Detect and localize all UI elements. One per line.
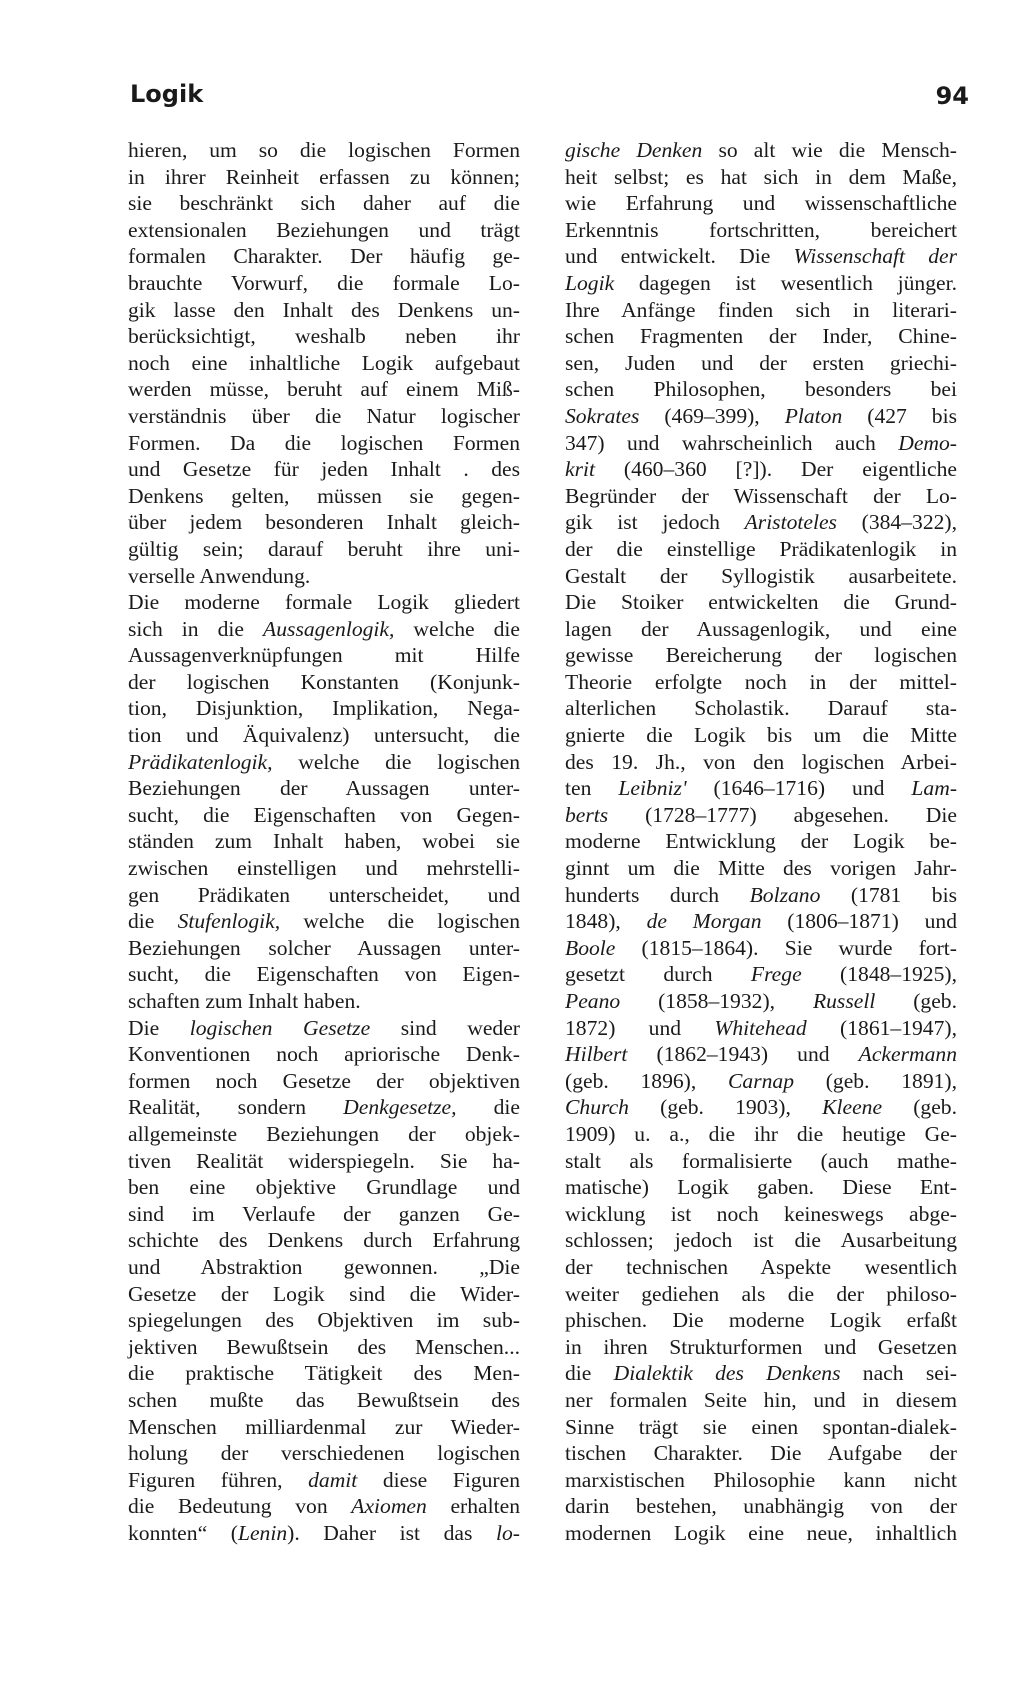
text-line xyxy=(565,1307,957,1334)
text-segment: (1646–1716) und xyxy=(686,776,912,801)
text-segment: schlossen; jedoch ist die Ausarbeitung xyxy=(565,1228,957,1253)
text-line xyxy=(128,323,520,350)
text-column-right xyxy=(565,137,957,1546)
italic-term: Carnap xyxy=(728,1068,794,1093)
text-segment: des 19. Jh., von den logischen Arbei- xyxy=(565,749,957,774)
text-segment: dagegen ist wesentlich jünger. xyxy=(614,270,957,295)
text-segment: Die moderne formale Logik gliedert xyxy=(128,590,520,615)
text-line xyxy=(565,1227,957,1254)
text-segment: der logischen Konstanten (Konjunk- xyxy=(128,669,520,694)
text-line xyxy=(128,217,520,244)
text-line xyxy=(565,589,957,616)
text-line xyxy=(565,563,957,590)
text-segment: so alt wie die Mensch- xyxy=(702,138,957,162)
text-segment: matische) Logik gaben. Diese Ent- xyxy=(565,1175,957,1200)
text-segment: Figuren führen, xyxy=(128,1467,309,1492)
text-segment: modernen Logik eine neue, inhaltlich xyxy=(565,1520,957,1545)
italic-term: Boole xyxy=(565,935,616,960)
text-line xyxy=(128,695,520,722)
text-line xyxy=(128,483,520,510)
text-line xyxy=(128,1440,520,1467)
text-line xyxy=(128,376,520,403)
text-line xyxy=(565,642,957,669)
text-segment: in ihren Strukturformen und Gesetzen xyxy=(565,1334,957,1359)
italic-term: lo- xyxy=(496,1520,520,1545)
italic-term: Aussagenlogik, xyxy=(263,616,395,641)
text-segment: weiter gediehen als die der philoso- xyxy=(565,1281,957,1306)
text-line xyxy=(565,403,957,430)
text-segment: alterlichen Scholastik. Darauf sta- xyxy=(565,696,957,721)
text-segment: hieren, um so die logischen Formen xyxy=(128,138,520,162)
text-line xyxy=(565,1174,957,1201)
text-line xyxy=(128,1201,520,1228)
text-segment: phischen. Die moderne Logik erfaßt xyxy=(565,1308,957,1333)
text-line xyxy=(565,828,957,855)
text-segment: Beziehungen der Aussagen unter- xyxy=(128,776,520,801)
text-line xyxy=(128,722,520,749)
text-line xyxy=(565,935,957,962)
text-line xyxy=(565,137,957,164)
text-line xyxy=(565,1440,957,1467)
text-segment: (1848–1925), xyxy=(801,962,957,987)
text-line xyxy=(565,376,957,403)
italic-term: gische Denken xyxy=(565,138,703,162)
text-line xyxy=(565,190,957,217)
text-segment: ner formalen Seite hin, und in diesem xyxy=(565,1387,957,1412)
text-segment: (460–360 [?]). Der eigentliche xyxy=(595,457,957,482)
text-segment: Ihre Anfänge finden sich in literari- xyxy=(565,297,957,322)
text-line xyxy=(565,855,957,882)
text-line xyxy=(128,1307,520,1334)
text-line xyxy=(128,1094,520,1121)
text-line xyxy=(128,1360,520,1387)
text-segment: welche die xyxy=(394,616,520,641)
text-line xyxy=(128,137,520,164)
text-line xyxy=(565,669,957,696)
text-segment: (1858–1932), xyxy=(620,989,813,1013)
text-segment: gik lasse den Inhalt des Denkens un- xyxy=(128,297,520,322)
text-segment: gewisse Bereicherung der logischen xyxy=(565,643,957,668)
text-segment: (469–399), xyxy=(639,403,785,428)
text-line xyxy=(128,1227,520,1254)
text-segment: noch eine inhaltliche Logik aufgebaut xyxy=(128,350,520,375)
text-line xyxy=(565,1121,957,1148)
text-line xyxy=(128,1068,520,1095)
text-segment: brauchte Vorwurf, die formale Lo- xyxy=(128,270,520,295)
text-segment: tiven Realität widerspiegeln. Sie ha- xyxy=(128,1148,520,1173)
italic-term: krit xyxy=(565,457,595,482)
text-line xyxy=(128,589,520,616)
italic-term: Axiomen xyxy=(351,1494,427,1519)
running-title: Logik xyxy=(130,80,204,108)
text-segment: sie beschränkt sich daher auf die xyxy=(128,191,520,216)
text-line xyxy=(128,669,520,696)
text-line xyxy=(565,1334,957,1361)
text-segment: Begründer der Wissenschaft der Lo- xyxy=(565,483,957,508)
text-segment: die praktische Tätigkeit des Men- xyxy=(128,1361,520,1386)
italic-term: Leibniz' xyxy=(618,776,687,801)
italic-term: Bolzano xyxy=(749,882,821,907)
text-segment: formen noch Gesetze der objektiven xyxy=(128,1068,520,1093)
text-segment: (geb. xyxy=(882,1095,957,1120)
text-line xyxy=(565,164,957,191)
text-segment: Theorie erfolgte noch in der mittel- xyxy=(565,669,957,694)
text-segment: sind im Verlaufe der ganzen Ge- xyxy=(128,1201,520,1226)
text-line xyxy=(128,1493,520,1520)
text-segment: gesetzt durch xyxy=(565,962,751,987)
text-line xyxy=(128,1174,520,1201)
italic-term: Hilbert xyxy=(565,1042,628,1067)
text-segment: verselle Anwendung. xyxy=(128,563,311,588)
text-segment: Realität, sondern xyxy=(128,1095,344,1120)
italic-term: Wissenschaft der xyxy=(793,244,958,269)
text-line xyxy=(565,1254,957,1281)
page-number: 94 xyxy=(935,82,969,110)
text-segment: (geb. 1891), xyxy=(794,1068,957,1093)
text-segment: tion und Äquivalenz) untersucht, die xyxy=(128,723,520,748)
text-segment: 347) und wahrscheinlich auch xyxy=(565,430,899,455)
text-segment: (1728–1777) abgesehen. Die xyxy=(608,802,957,827)
text-segment: schen mußte das Bewußtsein des xyxy=(128,1387,520,1412)
italic-term: Dialektik des Denkens xyxy=(613,1361,841,1386)
text-segment: schen Fragmenten der Inder, Chine- xyxy=(565,324,957,349)
text-segment: Gesetze der Logik sind die Wider- xyxy=(128,1281,520,1306)
text-segment: 1909) u. a., die ihr die heutige Ge- xyxy=(565,1121,957,1146)
text-line xyxy=(565,1041,957,1068)
text-segment: tion, Disjunktion, Implikation, Nega- xyxy=(128,696,520,721)
text-line xyxy=(128,297,520,324)
text-line xyxy=(128,1467,520,1494)
italic-term: Sokrates xyxy=(565,403,640,428)
text-segment: tischen Charakter. Die Aufgabe der xyxy=(565,1441,957,1466)
text-segment: (1861–1947), xyxy=(806,1015,957,1040)
text-line xyxy=(565,1467,957,1494)
text-line xyxy=(565,217,957,244)
text-segment: erhalten xyxy=(426,1494,520,1519)
text-segment: Erkenntnis fortschritten, bereichert xyxy=(565,217,957,242)
text-segment: formalen Charakter. Der häufig ge- xyxy=(128,244,520,269)
text-line xyxy=(565,1520,957,1547)
text-segment: welche die logischen xyxy=(280,909,520,934)
text-line xyxy=(565,536,957,563)
text-segment: Die xyxy=(128,1015,190,1040)
text-segment: ginnt um die Mitte des vorigen Jahr- xyxy=(565,856,957,881)
text-segment: hunderts durch xyxy=(565,882,750,907)
text-line xyxy=(128,1334,520,1361)
text-segment: (1806–1871) und xyxy=(761,909,957,934)
text-line xyxy=(128,1520,520,1547)
text-line xyxy=(565,430,957,457)
text-segment: konnten“ ( xyxy=(128,1520,238,1545)
text-segment: sucht, die Eigenschaften von Gegen- xyxy=(128,802,520,827)
text-line xyxy=(128,616,520,643)
text-segment: jektiven Bewußtsein des Menschen... xyxy=(128,1334,520,1359)
text-line xyxy=(128,563,520,590)
running-head xyxy=(130,80,969,114)
italic-term: Platon xyxy=(784,403,843,428)
text-segment: der technischen Aspekte wesentlich xyxy=(565,1254,957,1279)
italic-term: Russell xyxy=(812,989,876,1013)
text-segment: sen, Juden und der ersten griechi- xyxy=(565,350,957,375)
italic-term: logischen Gesetze xyxy=(189,1015,371,1040)
text-segment: (1815–1864). Sie wurde fort- xyxy=(615,935,957,960)
text-line xyxy=(565,988,957,1015)
italic-term: Church xyxy=(565,1095,629,1120)
text-line xyxy=(128,350,520,377)
text-segment: (427 bis xyxy=(842,403,958,428)
text-line xyxy=(128,456,520,483)
text-segment: (geb. 1903), xyxy=(628,1095,823,1120)
italic-term: damit xyxy=(308,1467,358,1492)
text-segment: ständen zum Inhalt haben, wobei sie xyxy=(128,829,520,854)
text-line xyxy=(128,1041,520,1068)
text-line xyxy=(565,1493,957,1520)
text-segment: werden müsse, beruht auf einem Miß- xyxy=(128,377,520,402)
text-line xyxy=(565,1201,957,1228)
text-segment: lagen der Aussagenlogik, und eine xyxy=(565,616,957,641)
text-segment: sind weder xyxy=(370,1015,520,1040)
text-segment: wicklung ist noch keineswegs abge- xyxy=(565,1201,957,1226)
text-segment: Formen. Da die logischen Formen xyxy=(128,430,520,455)
text-line xyxy=(565,722,957,749)
text-segment: und entwickelt. Die xyxy=(565,244,794,269)
text-line xyxy=(128,802,520,829)
text-segment: Aussagenverknüpfungen mit Hilfe xyxy=(128,643,520,668)
text-line xyxy=(128,855,520,882)
text-segment: gültig sein; darauf beruht ihre uni- xyxy=(128,536,520,561)
text-segment: der die einstellige Prädikatenlogik in xyxy=(565,536,957,561)
text-line xyxy=(128,1387,520,1414)
text-segment: holung der verschiedenen logischen xyxy=(128,1441,520,1466)
text-segment: verständnis über die Natur logischer xyxy=(128,403,520,428)
text-segment: Beziehungen solcher Aussagen unter- xyxy=(128,935,520,960)
text-segment: schen Philosophen, besonders bei xyxy=(565,377,957,402)
text-segment: Sinne trägt sie einen spontan-dialek- xyxy=(565,1414,957,1439)
text-segment: 1872) und xyxy=(565,1015,715,1040)
italic-term: Peano xyxy=(565,989,621,1013)
text-line xyxy=(128,509,520,536)
text-segment: die Bedeutung von xyxy=(128,1494,352,1519)
text-segment: Gestalt der Syllogistik ausarbeitete. xyxy=(565,563,957,588)
text-segment: marxistischen Philosophie kann nicht xyxy=(565,1467,957,1492)
italic-term: Stufenlogik, xyxy=(177,909,281,934)
text-line xyxy=(128,164,520,191)
text-segment: (geb. 1896), xyxy=(565,1068,728,1093)
text-line xyxy=(128,1414,520,1441)
text-line xyxy=(565,1281,957,1308)
text-segment: Menschen milliardenmal zur Wieder- xyxy=(128,1414,520,1439)
text-segment: 1848), xyxy=(565,909,647,934)
italic-term: Ackermann xyxy=(858,1042,957,1067)
text-line xyxy=(565,695,957,722)
text-line xyxy=(128,1281,520,1308)
text-segment: die xyxy=(128,909,178,934)
text-line xyxy=(128,190,520,217)
italic-term: Lam- xyxy=(911,776,958,801)
italic-term: Aristoteles xyxy=(744,510,837,535)
text-segment: moderne Entwicklung der Logik be- xyxy=(565,829,957,854)
text-segment: schichte des Denkens durch Erfahrung xyxy=(128,1228,520,1253)
text-segment: Denkens gelten, müssen sie gegen- xyxy=(128,483,520,508)
text-segment: die xyxy=(456,1095,521,1120)
text-segment: extensionalen Beziehungen und trägt xyxy=(128,217,520,242)
text-line xyxy=(565,749,957,776)
text-segment: Die Stoiker entwickelten die Grund- xyxy=(565,590,957,615)
text-line xyxy=(565,483,957,510)
text-segment: welche die logischen xyxy=(272,749,520,774)
text-segment: schaften zum Inhalt haben. xyxy=(128,989,361,1013)
text-line xyxy=(565,908,957,935)
text-line xyxy=(565,243,957,270)
text-segment: darin bestehen, unabhängig von der xyxy=(565,1494,957,1519)
text-line xyxy=(128,1015,520,1042)
text-segment: in ihrer Reinheit erfassen zu können; xyxy=(128,164,520,189)
text-segment: (geb. xyxy=(875,989,957,1013)
text-line xyxy=(565,1094,957,1121)
italic-term: de Morgan xyxy=(646,909,762,934)
text-line xyxy=(128,243,520,270)
text-segment: ben eine objektive Grundlage und xyxy=(128,1175,520,1200)
text-line xyxy=(128,1148,520,1175)
italic-term: Demo- xyxy=(898,430,957,455)
text-line xyxy=(128,961,520,988)
italic-term: Kleene xyxy=(822,1095,883,1120)
text-line xyxy=(128,403,520,430)
text-column-left xyxy=(128,137,520,1546)
text-segment: (1781 bis xyxy=(820,882,957,907)
text-line xyxy=(565,882,957,909)
text-line xyxy=(128,536,520,563)
text-line xyxy=(128,908,520,935)
text-line xyxy=(565,350,957,377)
text-line xyxy=(128,935,520,962)
text-line xyxy=(128,642,520,669)
text-segment: diese Figuren xyxy=(357,1467,521,1492)
text-segment: stalt als formalisierte (auch mathe- xyxy=(565,1148,957,1173)
text-segment: gnierte die Logik bis um die Mitte xyxy=(565,723,957,748)
text-line xyxy=(128,1254,520,1281)
italic-term: Lenin xyxy=(237,1520,288,1545)
italic-term: Denkgesetze, xyxy=(343,1095,457,1120)
text-segment: nach sei- xyxy=(840,1361,957,1386)
italic-term: Frege xyxy=(750,962,802,987)
text-line xyxy=(565,616,957,643)
text-line xyxy=(565,1360,957,1387)
italic-term: berts xyxy=(565,802,609,827)
text-segment: und Abstraktion gewonnen. „Die xyxy=(128,1254,520,1279)
text-line xyxy=(565,1015,957,1042)
italic-term: Whitehead xyxy=(714,1015,807,1040)
text-line xyxy=(565,775,957,802)
text-segment: die xyxy=(565,1361,614,1386)
text-line xyxy=(565,802,957,829)
text-segment: Konventionen noch apriorische Denk- xyxy=(128,1042,520,1067)
text-segment: über jedem besonderen Inhalt gleich- xyxy=(128,510,520,535)
text-segment: spiegelungen des Objektiven im sub- xyxy=(128,1308,520,1333)
text-segment: allgemeinste Beziehungen der objek- xyxy=(128,1121,520,1146)
text-segment: sucht, die Eigenschaften von Eigen- xyxy=(128,962,520,987)
text-line xyxy=(565,509,957,536)
text-line xyxy=(128,270,520,297)
text-segment: ten xyxy=(565,776,619,801)
text-segment: sich in die xyxy=(128,616,264,641)
italic-term: Prädikatenlogik, xyxy=(128,749,273,774)
text-segment: ). Daher ist das xyxy=(287,1520,496,1545)
text-segment: gen Prädikaten unterscheidet, und xyxy=(128,882,520,907)
text-line xyxy=(565,270,957,297)
text-line xyxy=(128,988,520,1015)
text-line xyxy=(128,430,520,457)
text-segment: zwischen einstelligen und mehrstelli- xyxy=(128,856,520,881)
text-line xyxy=(128,775,520,802)
text-line xyxy=(128,828,520,855)
text-segment: und Gesetze für jeden Inhalt . des xyxy=(128,457,520,482)
text-segment: wie Erfahrung und wissenschaftliche xyxy=(565,191,957,216)
text-line xyxy=(565,323,957,350)
text-segment: heit selbst; es hat sich in dem Maße, xyxy=(565,164,957,189)
text-line xyxy=(565,297,957,324)
text-line xyxy=(565,1148,957,1175)
text-line xyxy=(565,1414,957,1441)
text-line xyxy=(128,882,520,909)
text-segment: (384–322), xyxy=(836,510,958,535)
text-line xyxy=(565,1387,957,1414)
text-line xyxy=(128,1121,520,1148)
text-line xyxy=(565,1068,957,1095)
text-segment: gik ist jedoch xyxy=(565,510,745,535)
text-segment: (1862–1943) und xyxy=(627,1042,859,1067)
text-line xyxy=(565,456,957,483)
text-line xyxy=(128,749,520,776)
text-segment: berücksichtigt, weshalb neben ihr xyxy=(128,324,520,349)
text-line xyxy=(565,961,957,988)
italic-term: Logik xyxy=(565,270,615,295)
